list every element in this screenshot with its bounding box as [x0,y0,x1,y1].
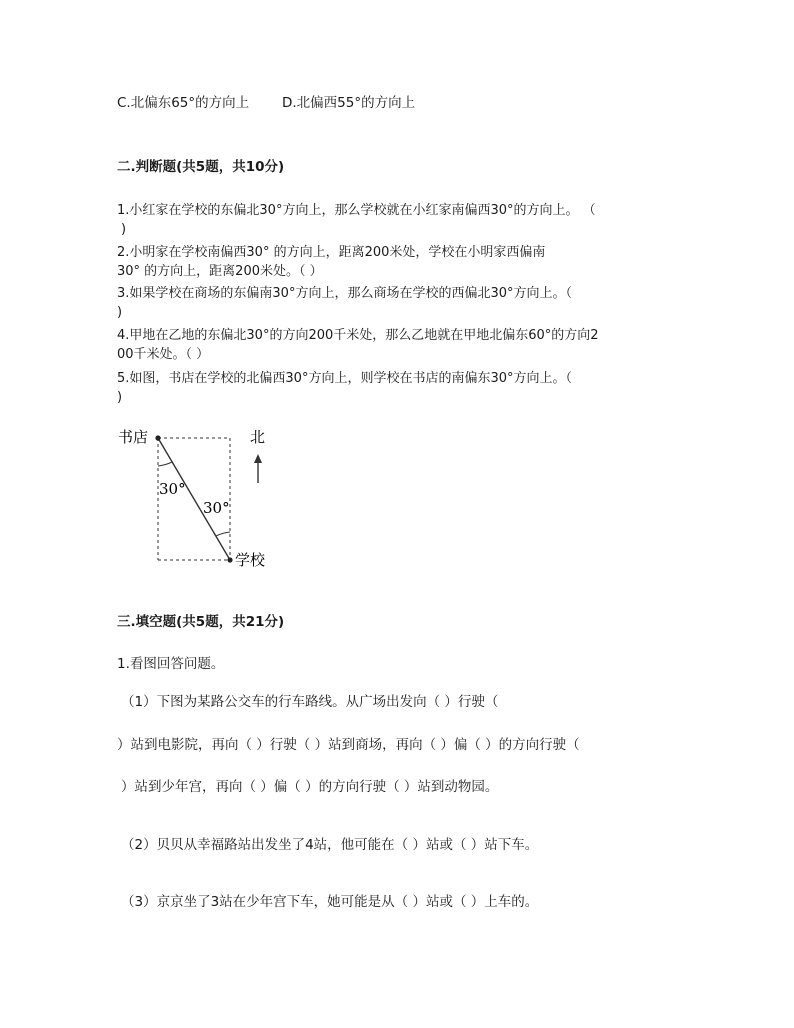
option-c: C.北偏东65°的方向上 [117,95,250,111]
school-label: 学校 [235,551,266,569]
angle-label-top: 30° [159,480,186,498]
judge-item-5-line1: 5.如图，书店在学校的北偏西30°方向上，则学校在书店的南偏东30°方向上。（ [117,371,572,386]
judge-item-5-line2: ) [117,390,123,405]
fill-q1-part1-line2: ）站到电影院，再向（ ）行驶（ ）站到商场，再向（ ）偏（ ）的方向行驶（ [117,737,580,753]
fill-q1-part1-line1: （1）下图为某路公交车的行车路线。从广场出发向（ ）行驶（ [121,694,499,710]
bookstore-label: 书店 [118,428,149,446]
north-label: 北 [250,428,266,446]
bookstore-point [155,435,160,440]
angle-arc-bottom [216,532,230,536]
fill-q1-part2: （2）贝贝从幸福路站出发坐了4站，他可能在（ ）站或（ ）站下车。 [121,837,539,853]
angle-label-bottom: 30° [203,499,230,517]
direction-figure [110,425,290,575]
angle-arc-top [158,462,172,466]
judge-item-3-line1: 3.如果学校在商场的东偏南30°方向上，那么商场在学校的西偏北30°方向上。（ [117,286,572,301]
judge-item-1-line2: ) [121,222,127,237]
section3-heading: 三.填空题(共5题，共21分) [117,614,285,630]
section2-heading: 二.判断题(共5题，共10分) [117,159,285,175]
judge-item-4-line2: 00千米处。（ ） [117,347,210,362]
judge-item-2-line2: 30° 的方向上，距离200米处。（ ） [117,264,323,279]
judge-item-2-line1: 2.小明家在学校南偏西30° 的方向上，距离200米处，学校在小明家西偏南 [117,245,546,260]
judge-item-4-line1: 4.甲地在乙地的东偏北30°的方向200千米处，那么乙地就在甲地北偏东60°的方向2 [117,328,599,343]
north-arrow-icon [254,454,262,463]
fill-q1-part1-line3: ）站到少年宫，再向（ ）偏（ ）的方向行驶（ ）站到动物园。 [121,779,499,795]
option-d: D.北偏西55°的方向上 [282,95,416,111]
fill-q1-part3: （3）京京坐了3站在少年宫下车，她可能是从（ ）站或（ ）上车的。 [121,894,539,910]
judge-item-1-line1: 1.小红家在学校的东偏北30°方向上，那么学校就在小红家南偏西30°的方向上。 （ [117,203,596,218]
fill-q1-title: 1.看图回答问题。 [117,656,225,672]
judge-item-3-line2: ) [117,305,123,320]
school-point [227,557,232,562]
